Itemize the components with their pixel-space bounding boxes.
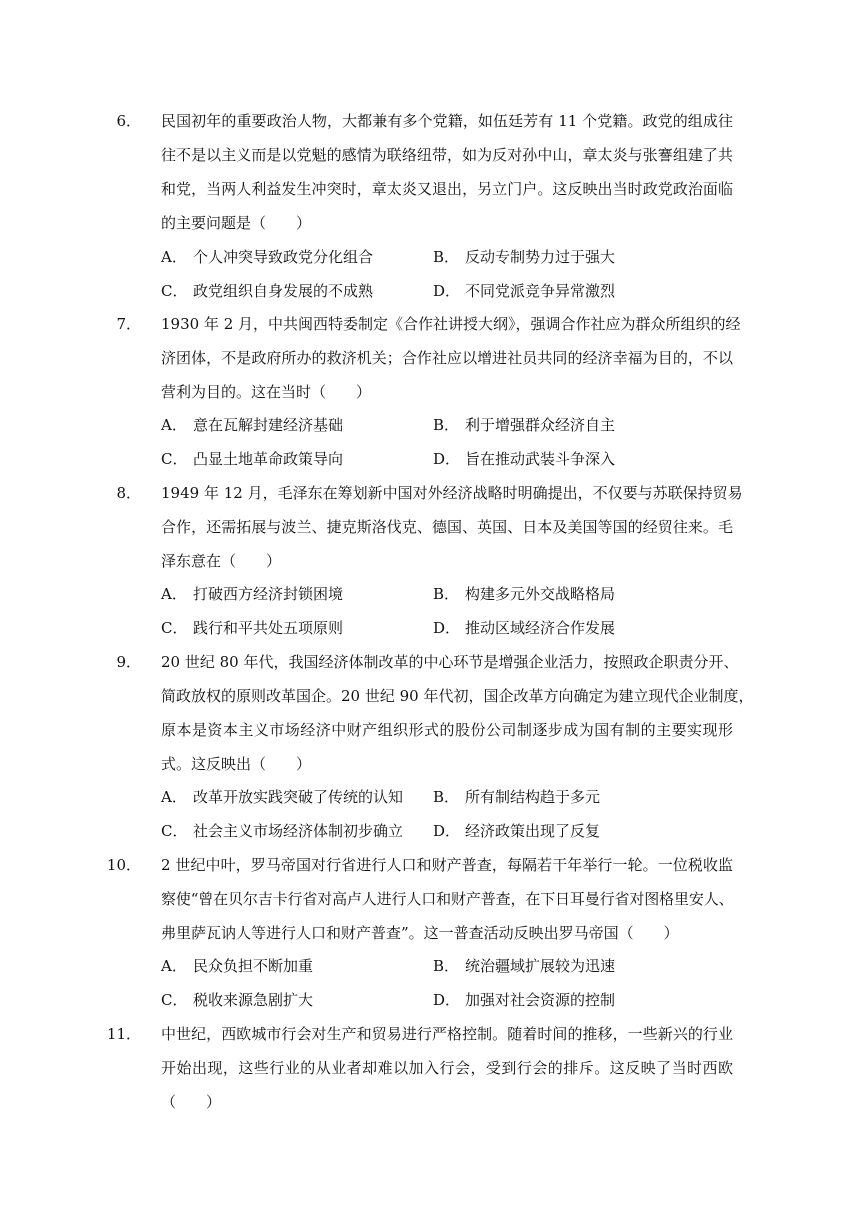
option-b[interactable]: B． 所有制结构趋于多元	[433, 788, 601, 806]
option-d[interactable]: D． 旨在推动武装斗争深入	[433, 450, 616, 468]
options	[161, 780, 733, 848]
stem-line: 开始出现，这些行业的从业者却难以加入行会，受到行会的排斥。这反映了当时西欧	[161, 1059, 733, 1077]
stem-line: 营利为目的。这在当时（ ）	[161, 383, 372, 401]
stem-line: 往不是以主义而是以党魁的感情为联络纽带，如为反对孙中山，章太炎与张謇组建了共	[161, 146, 733, 164]
question-stem	[161, 476, 743, 578]
question-number: 11．	[106, 1025, 141, 1043]
question-stem	[161, 645, 754, 781]
options	[161, 949, 733, 1017]
stem-line: 弗里萨瓦讷人等进行人口和财产普查”。这一普查活动反映出罗马帝国（ ）	[161, 924, 679, 942]
option-a[interactable]: A． 打破西方经济封锁困境	[161, 585, 344, 603]
option-d[interactable]: D． 推动区域经济合作发展	[433, 619, 616, 637]
option-a[interactable]: A． 民众负担不断加重	[161, 957, 314, 975]
options	[161, 240, 733, 308]
question-stem	[161, 848, 733, 950]
stem-line: 的主要问题是（ ）	[161, 214, 312, 232]
option-d[interactable]: D． 不同党派竞争异常激烈	[433, 282, 616, 300]
stem-line: 式。这反映出（ ）	[161, 755, 312, 773]
stem-line: 2 世纪中叶，罗马帝国对行省进行人口和财产普查，每隔若干年举行一轮。一位税收监	[161, 856, 733, 874]
option-d[interactable]: D． 经济政策出现了反复	[433, 822, 601, 840]
option-c[interactable]: C． 凸显土地革命政策导向	[161, 450, 344, 468]
option-b[interactable]: B． 构建多元外交战略格局	[433, 585, 616, 603]
options	[161, 408, 733, 476]
stem-line: 1930 年 2 月，中共闽西特委制定《合作社讲授大纲》，强调合作社应为群众所组织的经	[161, 315, 741, 333]
stem-line: 原本是资本主义市场经济中财产组织形式的股份公司制逐步成为国有制的主要实现形	[161, 721, 733, 739]
stem-line: 和党，当两人利益发生冲突时，章太炎又退出，另立门户。这反映出当时政党政治面临	[161, 180, 733, 198]
question-number: 6．	[116, 112, 141, 130]
option-b[interactable]: B． 反动专制势力过于强大	[433, 248, 616, 266]
question-number: 8．	[116, 484, 141, 502]
option-c[interactable]: C． 践行和平共处五项原则	[161, 619, 344, 637]
option-c[interactable]: C． 社会主义市场经济体制初步确立	[161, 822, 404, 840]
option-c[interactable]: C． 税收来源急剧扩大	[161, 991, 314, 1009]
option-a[interactable]: A． 个人冲突导致政党分化组合	[161, 248, 374, 266]
stem-line: 泽东意在（ ）	[161, 552, 282, 570]
option-a[interactable]: A． 改革开放实践突破了传统的认知	[161, 788, 404, 806]
stem-line: 1949 年 12 月，毛泽东在筹划新中国对外经济战略时明确提出，不仅要与苏联保持贸易	[161, 484, 743, 502]
stem-line: 20 世纪 80 年代，我国经济体制改革的中心环节是增强企业活力，按照政企职责分开、	[161, 653, 739, 671]
option-c[interactable]: C． 政党组织自身发展的不成熟	[161, 282, 374, 300]
question-stem	[161, 104, 733, 240]
option-b[interactable]: B． 统治疆域扩展较为迅速	[433, 957, 616, 975]
stem-line: 简政放权的原则改革国企。20 世纪 90 年代初，国企改革方向确定为建立现代企业制度，	[161, 687, 754, 705]
stem-line: 察使“曾在贝尔吉卡行省对高卢人进行人口和财产普查，在下日耳曼行省对图格里安人、	[161, 890, 733, 908]
question-number: 10．	[106, 856, 141, 874]
stem-line: 合作，还需拓展与波兰、捷克斯洛伐克、德国、英国、日本及美国等国的经贸往来。毛	[161, 518, 733, 536]
options	[161, 577, 733, 645]
option-d[interactable]: D． 加强对社会资源的控制	[433, 991, 616, 1009]
stem-line: 民国初年的重要政治人物，大都兼有多个党籍，如伍廷芳有 11 个党籍。政党的组成往	[161, 112, 733, 130]
question-stem	[161, 307, 741, 409]
question-stem	[161, 1017, 733, 1119]
question-number: 9．	[116, 653, 141, 671]
stem-line: （ ）	[161, 1093, 222, 1111]
option-a[interactable]: A． 意在瓦解封建经济基础	[161, 416, 344, 434]
question-number: 7．	[116, 315, 141, 333]
option-b[interactable]: B． 利于增强群众经济自主	[433, 416, 616, 434]
stem-line: 济团体，不是政府所办的救济机关；合作社应以增进社员共同的经济幸福为目的，不以	[161, 349, 733, 367]
stem-line: 中世纪，西欧城市行会对生产和贸易进行严格控制。随着时间的推移，一些新兴的行业	[161, 1025, 733, 1043]
